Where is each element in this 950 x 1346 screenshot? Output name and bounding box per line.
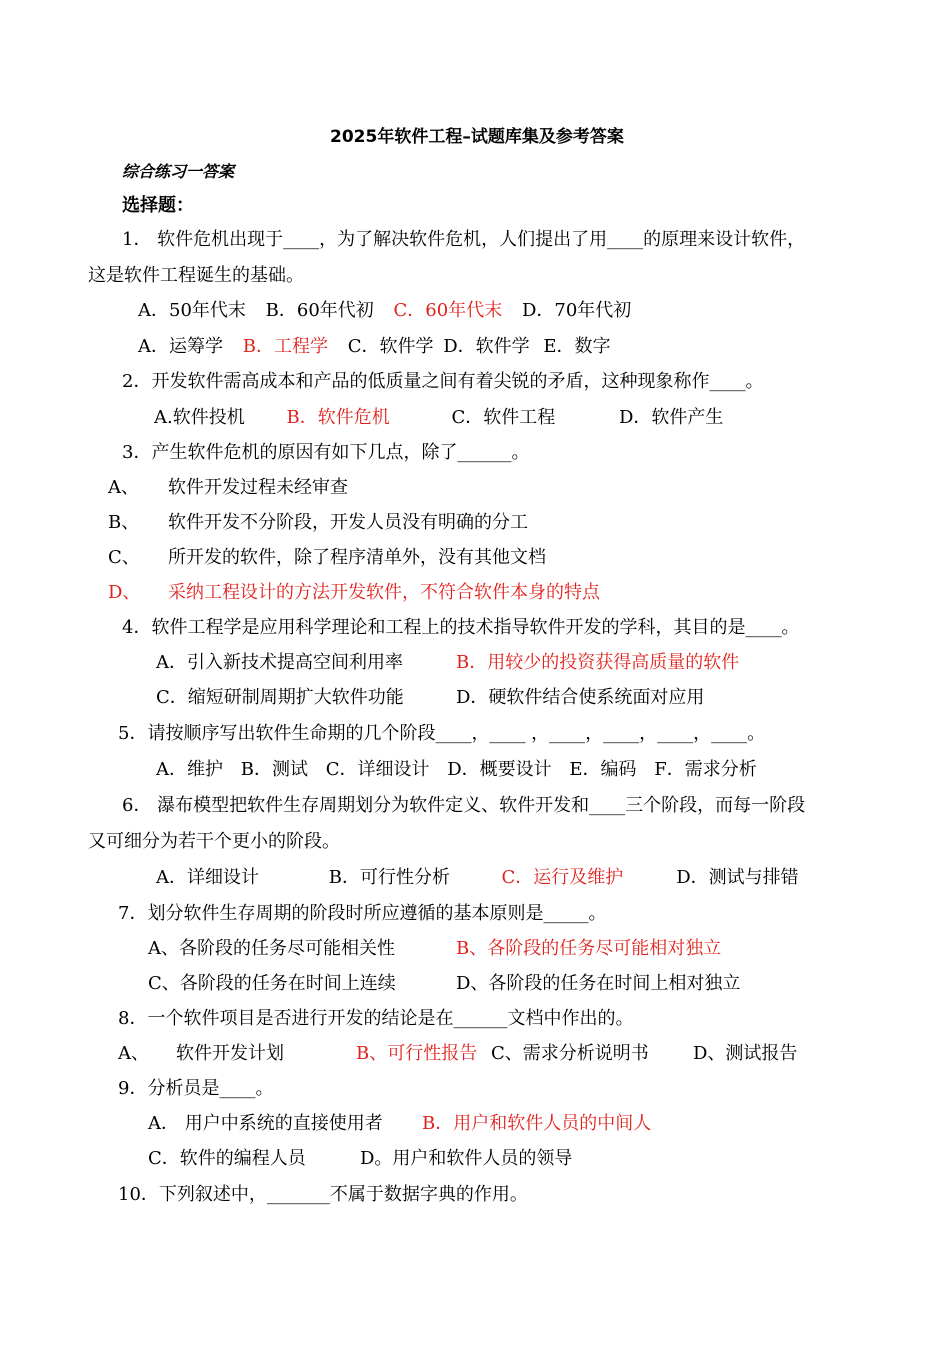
question-2-text: 2．开发软件需高成本和产品的低质量之间有着尖锐的矛盾，这种现象称作____。: [122, 371, 764, 392]
section-heading: 选择题：: [122, 195, 194, 216]
option: E．数字: [543, 336, 611, 357]
question-9-options-row1: [148, 1112, 651, 1136]
option-answer: C．60年代末: [393, 300, 503, 321]
question-5-text: 5．请按顺序写出软件生命期的几个阶段____，____ ，____，____，____，____。: [118, 723, 766, 744]
option: B．测试: [240, 759, 308, 780]
question-3-text: 3．产生软件危机的原因有如下几点，除了______。: [122, 442, 530, 463]
question-3-option-c: [108, 546, 546, 570]
question-1-options-b: [138, 335, 611, 359]
option: D。用户和软件人员的领导: [360, 1148, 573, 1169]
option: D．70年代初: [521, 300, 632, 321]
option: D、各阶段的任务在时间上相对独立: [456, 973, 741, 994]
option-answer: B．工程学: [242, 336, 328, 357]
question-4-options-row1: [156, 651, 739, 675]
question-8-options: [118, 1042, 797, 1066]
question-8-text: 8．一个软件项目是否进行开发的结论是在______文档中作出的。: [118, 1008, 634, 1029]
option-answer: B、可行性报告: [356, 1043, 478, 1064]
question-3-option-d-answer: [108, 581, 600, 605]
option: A.软件投机: [154, 407, 245, 428]
option: D．软件学: [443, 336, 530, 357]
option-answer: C．运行及维护: [501, 867, 624, 888]
option: C．软件工程: [451, 407, 556, 428]
option: C、需求分析说明书: [491, 1043, 649, 1064]
option-label: A、: [108, 477, 139, 498]
option-answer: B、各阶段的任务尽可能相对独立: [456, 938, 722, 959]
question-4-options-row2: [156, 686, 704, 710]
option: 软件开发计划: [176, 1043, 284, 1064]
option: B．可行性分析: [328, 867, 450, 888]
question-9-options-row2: [148, 1147, 572, 1171]
option: A．引入新技术提高空间利用率: [156, 652, 403, 673]
option-label: D、: [108, 582, 141, 603]
option: C．缩短研制周期扩大软件功能: [156, 687, 404, 708]
option: A、各阶段的任务尽可能相关性: [148, 938, 395, 959]
option: D．软件产生: [618, 407, 724, 428]
question-9-text: 9．分析员是____。: [118, 1078, 274, 1099]
question-1-text-cont: 这是软件工程诞生的基础。: [88, 265, 304, 286]
option: D、测试报告: [693, 1043, 798, 1064]
question-7-options-row2: [148, 972, 740, 996]
question-6-text: 6． 瀑布模型把软件生存周期划分为软件定义、软件开发和____三个阶段，而每一阶段: [122, 795, 806, 816]
option-label: B、: [108, 512, 140, 533]
question-1-text: 1． 软件危机出现于____，为了解决软件危机，人们提出了用____的原理来设计软件，: [122, 229, 806, 250]
option: E．编码: [569, 759, 637, 780]
option: C．软件的编程人员: [148, 1148, 306, 1169]
option: A． 用户中系统的直接使用者: [148, 1113, 383, 1134]
question-2-options: [154, 406, 723, 430]
page-title: 2025年软件工程–试题库集及参考答案: [330, 127, 624, 147]
option: C．软件学: [347, 336, 434, 357]
question-5-options: [156, 758, 757, 782]
option: F．需求分析: [654, 759, 757, 780]
option: D．测试与排错: [676, 867, 799, 888]
subtitle: 综合练习一答案: [122, 162, 235, 181]
option-label: A、: [118, 1043, 149, 1064]
option: A．运筹学: [138, 336, 223, 357]
option: C．详细设计: [325, 759, 430, 780]
question-1-options-a: [138, 299, 631, 323]
option: C、各阶段的任务在时间上连续: [148, 973, 396, 994]
option: D．硬软件结合使系统面对应用: [456, 687, 705, 708]
question-7-options-row1: [148, 937, 721, 961]
option: A．50年代末: [138, 300, 246, 321]
option-text: 所开发的软件，除了程序清单外，没有其他文档: [168, 547, 546, 568]
option-text: 软件开发不分阶段，开发人员没有明确的分工: [168, 512, 528, 533]
option-answer: B．用户和软件人员的中间人: [422, 1113, 652, 1134]
option: D．概要设计: [447, 759, 552, 780]
option-label: C、: [108, 547, 140, 568]
option-answer: B．用较少的投资获得高质量的软件: [456, 652, 740, 673]
question-10-text: 10．下列叙述中，_______不属于数据字典的作用。: [118, 1184, 528, 1205]
question-3-option-a: [108, 476, 348, 500]
question-7-text: 7．划分软件生存周期的阶段时所应遵循的基本原则是_____。: [118, 903, 607, 924]
option: A．详细设计: [156, 867, 259, 888]
question-4-text: 4．软件工程学是应用科学理论和工程上的技术指导软件开发的学科，其目的是____。: [122, 617, 800, 638]
option-text: 软件开发过程未经审查: [168, 477, 348, 498]
option: B．60年代初: [265, 300, 374, 321]
option-text: 采纳工程设计的方法开发软件，不符合软件本身的特点: [168, 582, 600, 603]
option-answer: B．软件危机: [286, 407, 390, 428]
option: A．维护: [156, 759, 223, 780]
question-6-text-cont: 又可细分为若干个更小的阶段。: [88, 831, 340, 852]
question-3-option-b: [108, 511, 528, 535]
question-6-options: [156, 866, 799, 890]
